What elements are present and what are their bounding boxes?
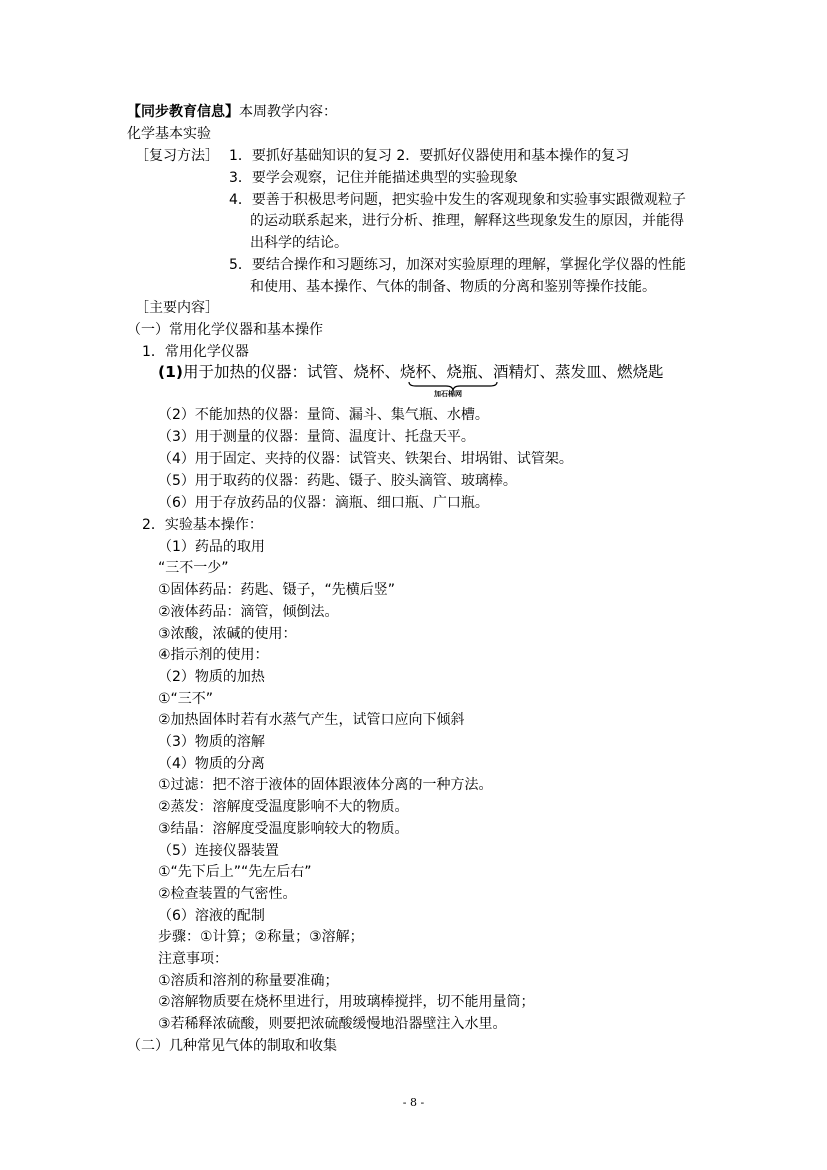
operation-line: ①过滤：把不溶于液体的固体跟液体分离的一种方法。 [158,777,493,793]
operation-line: 步骤：①计算；②称量；③溶解； [158,929,364,945]
section-1-title: （一）常用化学仪器和基本操作 [127,322,323,338]
review-item-4: 4．要善于积极思考问题，把实验中发生的客观现象和实验事实跟微观粒子 [229,192,686,208]
operation-line: ③结晶：溶解度受温度影响较大的物质。 [158,821,409,837]
operation-line: ③浓酸，浓碱的使用： [158,626,297,642]
instrument-item-3: （3）用于测量的仪器：量筒、温度计、托盘天平。 [158,429,475,445]
subsection-1-title: 1．常用化学仪器 [142,344,249,360]
item-1-number: (1) [158,363,183,381]
instrument-heating-line [158,362,663,382]
main-content-label: ［主要内容］ [135,300,219,316]
operation-line: ④指示剂的使用： [158,647,269,663]
review-item-5-cont: 和使用、基本操作、气体的制备、物质的分离和鉴别等操作技能。 [250,279,656,295]
instrument-item-5: （5）用于取药的仪器：药匙、镊子、胶头滴管、玻璃棒。 [158,473,517,489]
operation-line: ②检查装置的气密性。 [158,886,297,902]
header-title-rest: 本周教学内容： [239,104,337,120]
subsection-2-title: 2．实验基本操作： [142,517,263,533]
operation-line: ③若稀释浓硫酸，则要把浓硫酸缓慢地沿器壁注入水里。 [158,1016,507,1032]
operation-line: ②溶解物质要在烧杯里进行，用玻璃棒搅拌，切不能用量筒； [158,994,535,1010]
brace-note: 加石棉网 [434,390,462,398]
operation-line: “三不一少” [158,560,229,576]
review-label: ［复习方法］ [135,148,219,164]
operation-line: （5）连接仪器装置 [158,843,279,859]
header-title-bracketed: 【同步教育信息】 [127,104,239,120]
section-2-title: （二）几种常见气体的制取和收集 [127,1038,337,1054]
review-item-4-cont-2: 出科学的结论。 [250,235,348,251]
operation-line: ①固体药品：药匙、镊子，“先横后竖” [158,582,396,598]
operation-line: ②液体药品：滴管，倾倒法。 [158,604,339,620]
operation-line: （6）溶液的配制 [158,908,265,924]
instrument-item-6: （6）用于存放药品的仪器：滴瓶、细口瓶、广口瓶。 [158,495,489,511]
header-line [127,103,337,121]
operation-line: ①溶质和溶剂的称量要准确； [158,973,339,989]
operation-line: （2）物质的加热 [158,669,265,685]
operation-line: ①“先下后上”“先左后右” [158,864,312,880]
subject-title: 化学基本实验 [127,126,211,142]
operation-line: ②蒸发：溶解度受温度影响不大的物质。 [158,799,409,815]
item-1-text: 用于加热的仪器：试管、烧杯、烧杯、烧瓶、酒精灯、蒸发皿、燃烧匙 [182,363,664,381]
operation-line: 注意事项： [158,951,228,967]
review-item-3: 3．要学会观察，记住并能描述典型的实验现象 [229,170,518,186]
review-item-5: 5．要结合操作和习题练习，加深对实验原理的理解，掌握化学仪器的性能 [229,257,686,273]
operation-line: ①“三不” [158,691,214,707]
operation-line: （1）药品的取用 [158,539,265,555]
operation-line: ②加热固体时若有水蒸气产生，试管口应向下倾斜 [158,712,465,728]
instrument-item-2: （2）不能加热的仪器：量筒、漏斗、集气瓶、水槽。 [158,407,489,423]
review-item-4-cont-1: 的运动联系起来，进行分析、推理，解释这些现象发生的原因，并能得 [250,213,684,229]
instrument-item-4: （4）用于固定、夹持的仪器：试管夹、铁架台、坩埚钳、试管架。 [158,451,573,467]
operation-line: （4）物质的分离 [158,756,265,772]
review-item-1-2: 1．要抓好基础知识的复习 2．要抓好仪器使用和基本操作的复习 [229,148,630,164]
operation-line: （3）物质的溶解 [158,734,265,750]
page-number: - 8 - [402,1096,425,1109]
